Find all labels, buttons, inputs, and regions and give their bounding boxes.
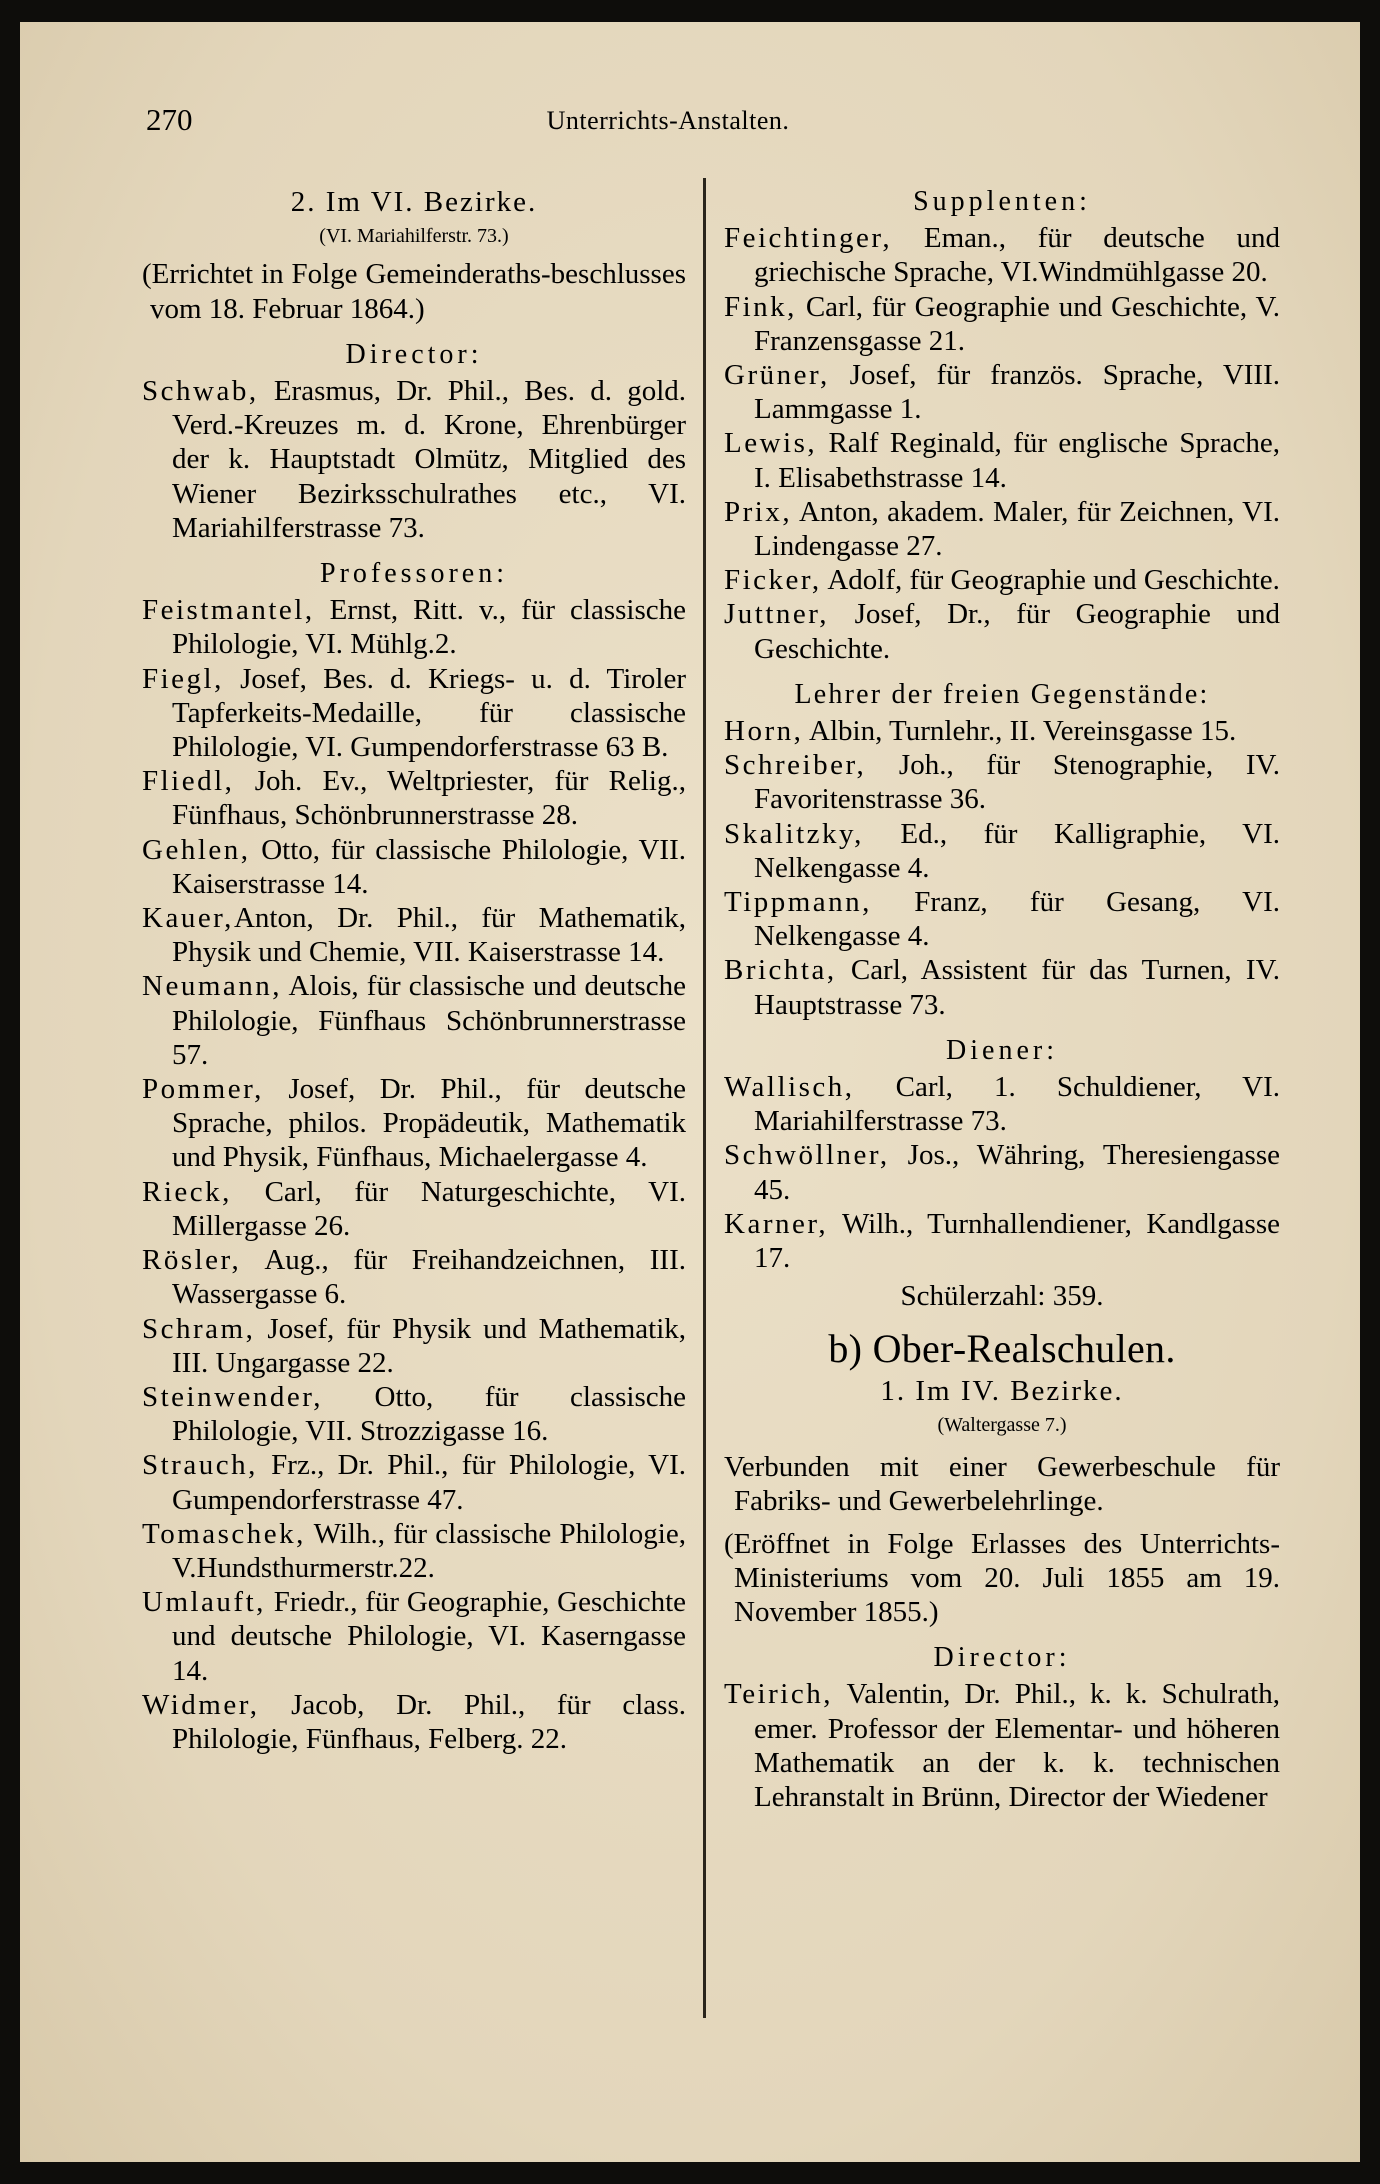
entry-text: Jacob, Dr. Phil., für class. Philologie, Fünfhaus, Felberg. 22. — [172, 1688, 686, 1755]
entry-text: Eman., für deutsche und griechische Sprache, VI.Windmühlgasse 20. — [754, 222, 1280, 289]
school2-heading: 1. Im IV. Bezirke. — [880, 1374, 1124, 1407]
entry-text: Josef, Bes. d. Kriegs- u. d. Tiroler Tapferkeits-Medaille, für classische Philologie, VI. Gumpendorferstrasse 63 B. — [172, 662, 686, 764]
page-header — [146, 102, 1190, 158]
list-item — [724, 358, 1280, 426]
list-item — [724, 221, 1280, 289]
entry-name: Schreiber, — [724, 749, 867, 782]
entry-text: Otto, für classische Philologie, VII. Kaiserstrasse 14. — [172, 833, 686, 900]
director2-entry — [724, 1677, 1280, 1814]
list-item — [724, 426, 1280, 494]
entry-text: Anton, akadem. Maler, für Zeichnen, VI. Lindengasse 27. — [754, 495, 1280, 563]
entry-text: Carl, für Geographie und Geschichte, V. Franzensgasse 21. — [754, 290, 1280, 357]
entry-text: Aug., für Freihandzeichnen, III. Wassergasse 6. — [172, 1244, 686, 1311]
list-item — [142, 1243, 686, 1311]
entry-name: Wallisch, — [724, 1071, 855, 1104]
entry-name: Kauer, — [142, 902, 234, 935]
entry-name: Schram, — [142, 1312, 256, 1345]
professors-label: Professoren: — [320, 558, 508, 590]
entry-text: Albin, Turnlehr., II. Vereinsgasse 15. — [803, 715, 1237, 748]
director2-label: Director: — [933, 1642, 1071, 1674]
list-item — [724, 290, 1280, 358]
list-item — [142, 593, 686, 661]
list-item — [142, 1072, 686, 1175]
entry-text: Franz, für Gesang, VI. Nelkengasse 4. — [754, 886, 1280, 953]
entry-name: Fliedl, — [142, 765, 235, 798]
free-subjects-label: Lehrer der freien Gegenstände: — [794, 678, 1210, 710]
school2-combined: Verbunden mit einer Gewerbeschule für Fabriks- und Gewerbelehrlinge. — [724, 1451, 1280, 1518]
list-item — [724, 597, 1280, 665]
servants-list — [724, 1070, 1280, 1275]
entry-name: Tomaschek, — [142, 1517, 306, 1550]
free-subjects-list — [724, 714, 1280, 1022]
entry-text: Ernst, Ritt. v., für classische Philologie, VI. Mühlg.2. — [172, 594, 686, 661]
entry-text: Otto, für classische Philologie, VII. Strozzigasse 16. — [172, 1380, 686, 1448]
school2-address: (Waltergasse 7.) — [937, 1413, 1067, 1436]
entry-text: Friedr., für Geographie, Geschichte und deutsche Philologie, VI. Kaserngasse 14. — [172, 1586, 686, 1687]
entry-text: Anton, Dr. Phil., für Mathematik, Physik und Chemie, VII. Kaiserstrasse 14. — [172, 902, 686, 969]
entry-text: Jos., Währing, Theresiengasse 45. — [754, 1139, 1280, 1206]
director-entry — [142, 374, 686, 545]
entry-name: Brichta, — [724, 954, 837, 987]
entry-name: Schwöllner, — [724, 1139, 890, 1172]
list-item — [142, 969, 686, 1072]
column-divider — [703, 178, 706, 2018]
entry-name: Feichtinger, — [724, 222, 893, 255]
running-title: Unterrichts-Anstalten. — [546, 106, 790, 135]
servants-label: Diener: — [946, 1034, 1058, 1066]
entry-name: Skalitzky, — [724, 817, 864, 850]
entry-name: Horn, — [724, 715, 804, 748]
right-column — [724, 185, 1280, 1814]
list-item — [142, 764, 686, 832]
entry-name: Tippmann, — [724, 886, 872, 919]
list-item — [724, 1070, 1280, 1138]
page-number: 270 — [146, 102, 193, 137]
entry-text: Josef, Dr. Phil., für deutsche Sprache, philos. Propädeutik, Mathematik und Physik, Fünfhaus, Michaelergasse 4. — [172, 1073, 686, 1174]
entry-name: Karner, — [724, 1207, 829, 1240]
entry-name: Teirich, — [724, 1678, 833, 1711]
entry-text: Wilh., für classische Philologie, V.Hundsthurmerstr.22. — [172, 1517, 686, 1584]
entry-name: Steinwender, — [142, 1380, 324, 1413]
school-note: (Errichtet in Folge Gemeinderaths-beschlusses vom 18. Februar 1864.) — [142, 258, 686, 325]
entry-text: Carl, Assistent für das Turnen, IV. Hauptstrasse 73. — [754, 954, 1280, 1021]
school2-note: (Eröffnet in Folge Erlasses des Unterrichts-Ministeriums vom 20. Juli 1855 am 19. November 1855.) — [724, 1527, 1280, 1628]
entry-text: Carl, 1. Schuldiener, VI. Mariahilferstrasse 73. — [754, 1071, 1280, 1138]
entry-name: Ficker, — [724, 564, 822, 597]
list-item — [724, 1207, 1280, 1275]
list-item — [142, 1380, 686, 1448]
entry-text: Ed., für Kalligraphie, VI. Nelkengasse 4. — [754, 817, 1280, 884]
entry-name: Fink, — [724, 290, 797, 323]
list-item — [724, 563, 1280, 597]
pupil-count: Schülerzahl: 359. — [900, 1280, 1104, 1313]
list-item — [724, 714, 1280, 748]
entry-name: Widmer, — [142, 1688, 260, 1721]
entry-text: Josef, für Physik und Mathematik, III. Ungargasse 22. — [172, 1312, 686, 1379]
entry-name: Prix, — [724, 495, 793, 528]
left-column — [142, 185, 686, 1756]
entry-name: Juttner, — [724, 598, 830, 631]
entry-name: Schwab, — [142, 375, 259, 408]
list-item — [142, 833, 686, 901]
entry-name: Neumann, — [142, 970, 282, 1003]
entry-name: Gehlen, — [142, 833, 251, 866]
entry-text: Frz., Dr. Phil., für Philologie, VI. Gumpendorferstrasse 47. — [172, 1449, 686, 1516]
entry-name: Rösler, — [142, 1244, 242, 1277]
list-item — [142, 1448, 686, 1516]
list-item — [142, 1517, 686, 1585]
list-item — [724, 495, 1280, 563]
list-item — [142, 901, 686, 969]
entry-name: Lewis, — [724, 427, 818, 460]
list-item — [142, 1688, 686, 1756]
entry-name: Rieck, — [142, 1175, 232, 1208]
entry-text: Wilh., Turnhallendiener, Kandlgasse 17. — [754, 1207, 1280, 1275]
entry-text: Alois, für classische und deutsche Philologie, Fünfhaus Schönbrunnerstrasse 57. — [172, 970, 686, 1071]
entry-text: Adolf, für Geographie und Geschichte. — [821, 564, 1280, 597]
entry-text: Ralf Reginald, für englische Sprache, I. Elisabethstrasse 14. — [754, 427, 1280, 494]
entry-name: Pommer, — [142, 1073, 264, 1106]
entry-text: Carl, für Naturgeschichte, VI. Millergasse 26. — [172, 1175, 686, 1242]
entry-name: Feistmantel, — [142, 594, 315, 627]
entry-text: Valentin, Dr. Phil., k. k. Schulrath, emer. Professor der Elementar- und höheren Mathematik an der k. k. technischen Lehranstalt in Brünn, Director der Wiedener — [754, 1678, 1280, 1813]
entry-text: Erasmus, Dr. Phil., Bes. d. gold. Verd.-Kreuzes m. d. Krone, Ehrenbürger der k. Hauptstadt Olmütz, Mitglied des Wiener Bezirksschulrathes etc., VI. Mariahilferstrasse 73. — [172, 375, 686, 544]
list-item — [142, 662, 686, 765]
list-item — [142, 1175, 686, 1243]
entry-name: Grüner, — [724, 359, 830, 392]
list-item — [724, 748, 1280, 816]
entry-text: Joh., für Stenographie, IV. Favoritenstrasse 36. — [754, 749, 1280, 816]
entry-name: Fiegl, — [142, 662, 224, 695]
list-item — [142, 1312, 686, 1380]
list-item — [724, 953, 1280, 1021]
list-item — [142, 1585, 686, 1688]
entry-text: Josef, Dr., für Geographie und Geschichte. — [754, 598, 1280, 665]
director-label: Director: — [345, 338, 483, 370]
list-item — [724, 1138, 1280, 1206]
school-address: (VI. Mariahilferstr. 73.) — [319, 225, 509, 248]
entry-text: Joh. Ev., Weltpriester, für Relig., Fünfhaus, Schönbrunnerstrasse 28. — [172, 765, 686, 832]
school-heading: 2. Im VI. Bezirke. — [290, 186, 538, 218]
section-heading: b) Ober-Realschulen. — [828, 1325, 1176, 1371]
supplements-label: Supplenten: — [913, 186, 1091, 217]
list-item — [724, 817, 1280, 885]
supplements-list — [724, 221, 1280, 666]
entry-name: Strauch, — [142, 1449, 258, 1482]
entry-text: Josef, für französ. Sprache, VIII. Lammgasse 1. — [754, 359, 1280, 426]
entry-name: Umlauft, — [142, 1586, 266, 1619]
list-item — [724, 885, 1280, 953]
professors-list — [142, 593, 686, 1756]
